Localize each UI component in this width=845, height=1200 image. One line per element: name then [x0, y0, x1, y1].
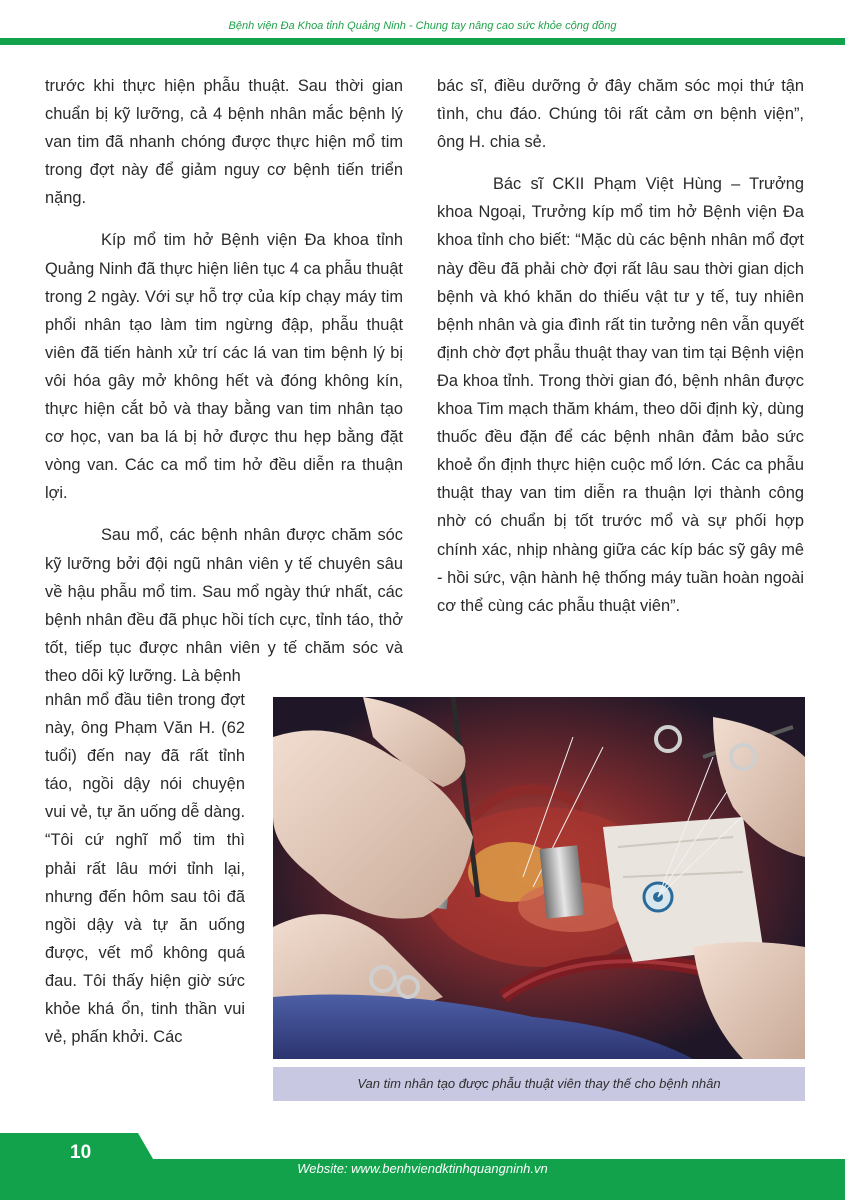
left-paragraph-1: trước khi thực hiện phẫu thuật. Sau thời gian chuẩn bị kỹ lưỡng, cả 4 bệnh nhân mắc bệnh lý van tim đã nhanh chóng được thực hiện mổ tim trong đợt này để giảm nguy cơ bệnh tiến triển nặng.: [45, 77, 403, 208]
left-wrap-paragraph: nhân mổ đầu tiên trong đợt này, ông Phạm Văn H. (62 tuổi) đến nay đã rất tỉnh táo, ngồi dậy nói chuyện vui vẻ, tự ăn uống dễ dàng. “Tôi cứ nghĩ mổ tim thì phải rất lâu mới tỉnh lại, nhưng đến hôm sau tôi đã ngồi dậy và tự ăn uống được, vết mổ không quá đau. Tôi thấy hiện giờ sức khỏe khá ổn, tinh thần vui vẻ, phấn khởi. Các: [45, 691, 245, 1047]
surgery-photo: [273, 697, 805, 1059]
left-column: [45, 72, 403, 704]
figure-caption: Van tim nhân tạo được phẫu thuật viên thay thế cho bệnh nhân: [357, 1076, 721, 1091]
figure-caption-box: [273, 1067, 805, 1101]
right-paragraph-2: Bác sĩ CKII Phạm Việt Hùng – Trưởng khoa Ngoại, Trưởng kíp mổ tim hở Bệnh viện Đa khoa tỉnh cho biết: “Mặc dù các bệnh nhân mổ đợt này đều đã phải chờ đợi rất lâu sau thời gian dịch bệnh và khó khăn do thiếu vật tư y tế, tuy nhiên bệnh nhân và gia đình rất tin tưởng nên vẫn quyết định chờ đợt phẫu thuật thay van tim tại Bệnh viện Đa khoa tỉnh. Trong thời gian đó, bệnh nhân được khoa Tim mạch thăm khám, theo dõi định kỳ, dùng thuốc đều đặn để các bệnh nhân đảm bảo sức khoẻ ổn định thực hiện cuộc mổ lớn. Các ca phẫu thuật thay van tim diễn ra thuận lợi thành công nhờ có chuẩn bị tốt trước mổ và sự phối hợp chính xác, nhịp nhàng giữa các kíp bác sỹ gây mê - hồi sức, vận hành hệ thống máy tuần hoàn ngoài cơ thể cùng các phẫu thuật viên”.: [437, 175, 804, 615]
right-column: [437, 72, 804, 634]
right-paragraph-1: bác sĩ, điều dưỡng ở đây chăm sóc mọi thứ tận tình, chu đáo. Chúng tôi rất cảm ơn bệnh viện”, ông H. chia sẻ.: [437, 77, 804, 152]
page-footer: [0, 1133, 845, 1200]
page-number: 10: [70, 1142, 92, 1163]
header-divider: [0, 38, 845, 45]
left-paragraph-2: Kíp mổ tim hở Bệnh viện Đa khoa tỉnh Quảng Ninh đã thực hiện liên tục 4 ca phẫu thuật trong 2 ngày. Với sự hỗ trợ của kíp chạy máy tim phổi nhân tạo làm tim ngừng đập, phẫu thuật viên đã tiến hành xử trí các lá van tim bệnh lý bị vôi hóa gây mở không hết và đóng không kín, thực hiện cắt bỏ và thay bằng van tim nhân tạo cơ học, van ba lá bị hở được thu hẹp bằng đặt vòng van. Các ca mổ tim hở đều diễn ra thuận lợi.: [45, 231, 403, 503]
header-tagline: Bệnh viện Đa Khoa tỉnh Quảng Ninh - Chung tay nâng cao sức khỏe cộng đồng: [228, 20, 617, 32]
page-header: [0, 0, 845, 38]
left-paragraph-3: Sau mổ, các bệnh nhân được chăm sóc kỹ lưỡng bởi đội ngũ nhân viên y tế chuyên sâu về hậu phẫu mổ tim. Sau mổ ngày thứ nhất, các bệnh nhân đều đã phục hồi tích cực, tỉnh táo, thở tốt, tiếp tục được nhân viên y tế chăm sóc và theo dõi kỹ lưỡng. Là bệnh: [45, 526, 403, 685]
left-wrap-column: [45, 686, 245, 1051]
footer-website: Website: www.benhviendktinhquangninh.vn: [297, 1161, 548, 1176]
